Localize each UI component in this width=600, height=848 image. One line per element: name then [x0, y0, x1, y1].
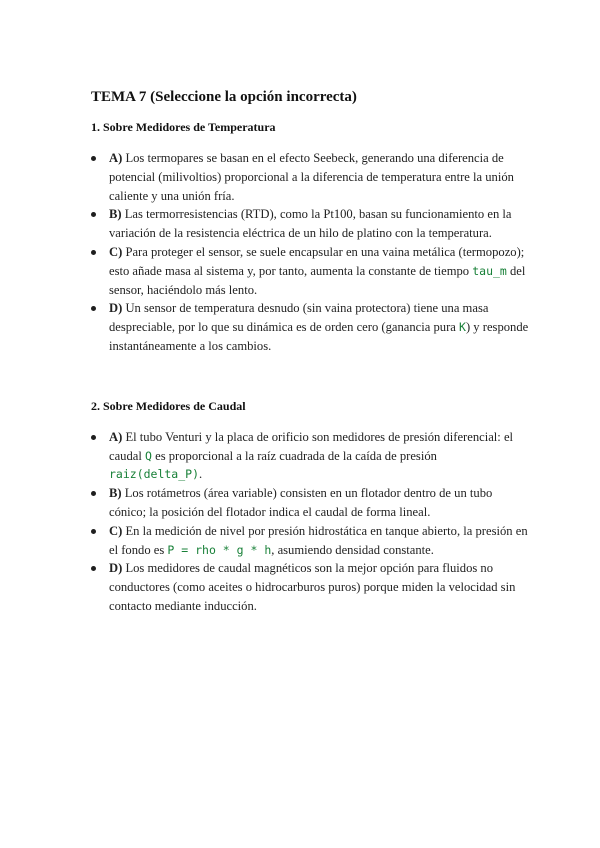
option-text: del sensor, haciéndolo más lento. [109, 263, 526, 297]
option-item-temperature-b [91, 205, 531, 243]
option-label: B) [109, 486, 122, 501]
section-flow [91, 398, 531, 616]
section-temperature [91, 119, 531, 356]
option-text: es proporcional a la raíz cuadrada de la caída de presión [151, 448, 437, 463]
option-label: D) [109, 301, 123, 316]
option-item-temperature-c [91, 243, 531, 299]
option-text: Las termorresistencias (RTD), como la Pt100, basan su funcionamiento en la variación de la resistencia eléctrica de un hilo de platino con la temperatura. [109, 207, 512, 241]
option-text: Para proteger el sensor, se suele encapsular en una vaina metálica (termopozo); esto añade masa al sistema y, por tanto, aumenta la constante de tiempo [109, 244, 525, 278]
inline-code: raiz(delta_P) [109, 467, 200, 482]
option-label: C) [109, 523, 123, 538]
option-text: El tubo Venturi y la placa de orificio son medidores de presión diferencial: el caudal [109, 429, 514, 463]
option-list-temperature [91, 149, 531, 356]
option-item-flow-a [91, 428, 531, 484]
option-text: Los medidores de caudal magnéticos son la mejor opción para fluidos no conductores (como aceites o hidrocarburos puros) porque miden la velocidad sin contacto mediante inducción. [109, 561, 516, 613]
option-label: B) [109, 207, 122, 222]
option-text: . [199, 467, 203, 482]
option-item-temperature-a [91, 149, 531, 205]
option-label: A) [109, 151, 123, 165]
bullet-icon [91, 306, 96, 311]
option-text: En la medición de nivel por presión hidrostática en tanque abierto, la presión en el fondo es [109, 523, 528, 557]
option-label: A) [109, 429, 123, 444]
option-label: C) [109, 244, 123, 259]
inline-code: tau_m [472, 263, 507, 278]
option-text: Los rotámetros (área variable) consisten en un flotador dentro de un tubo cónico; la posición del flotador indica el caudal de forma lineal. [109, 486, 493, 519]
option-label: D) [109, 561, 123, 576]
inline-code: K [459, 320, 466, 335]
bullet-icon [91, 435, 96, 440]
option-item-flow-b [91, 484, 531, 522]
option-item-temperature-d [91, 299, 531, 355]
bullet-icon [91, 156, 96, 161]
option-item-flow-d [91, 559, 531, 615]
option-text: Un sensor de temperatura desnudo (sin vaina protectora) tiene una masa despreciable, por lo que su dinámica es de orden cero (ganancia pura [109, 301, 489, 335]
option-text: , asumiendo densidad constante. [271, 542, 434, 557]
section-heading-temperature: 1. Sobre Medidores de Temperatura [91, 120, 276, 134]
bullet-icon [91, 566, 96, 571]
option-list-flow [91, 428, 531, 616]
section-heading-flow: 2. Sobre Medidores de Caudal [91, 398, 246, 413]
bullet-icon [91, 212, 96, 217]
inline-code: Q [145, 448, 152, 463]
bullet-icon [91, 250, 96, 255]
document-title: TEMA 7 (Seleccione la opción incorrecta) [91, 89, 357, 105]
inline-code: P = rho * g * h [167, 542, 272, 557]
document-page [91, 88, 531, 616]
bullet-icon [91, 491, 96, 496]
option-text: ) y responde instantáneamente a los cambios. [109, 320, 529, 353]
option-item-flow-c [91, 522, 531, 560]
bullet-icon [91, 529, 96, 534]
option-text: Los termopares se basan en el efecto Seebeck, generando una diferencia de potencial (milivoltios) proporcional a la diferencia de temperatura entre la unión caliente y una unión fría. [109, 151, 514, 203]
